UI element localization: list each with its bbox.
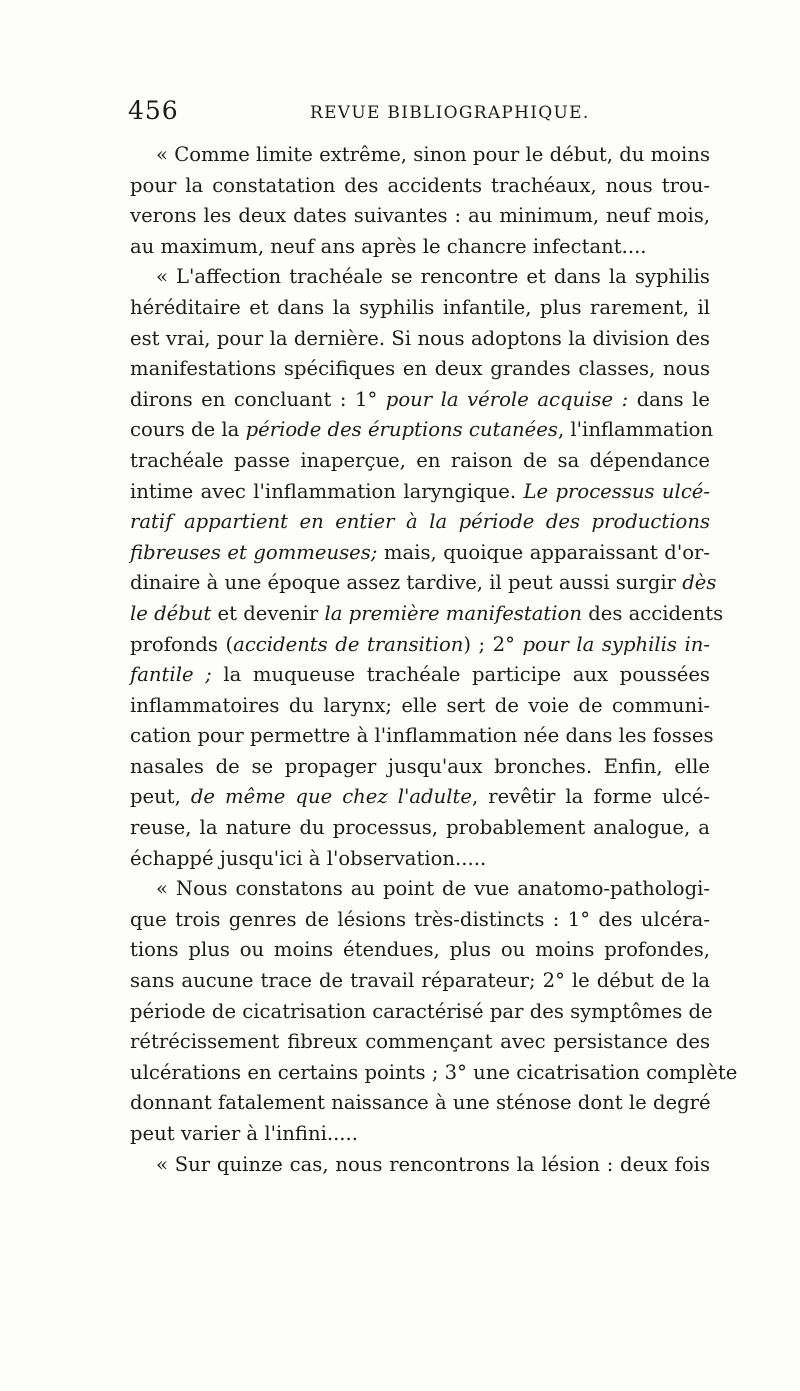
text-line — [130, 201, 710, 232]
text-line — [130, 905, 710, 936]
text-segment: au maximum, neuf ans après le chancre infectant.... — [130, 234, 647, 258]
text-line — [130, 262, 710, 293]
text-line — [130, 874, 710, 905]
italic-text: fantile ; — [130, 663, 212, 687]
italic-text: fibreuses et gommeuses; — [130, 540, 378, 564]
text-line — [130, 966, 710, 997]
text-segment: mais, quoique apparaissant d'or- — [377, 540, 710, 564]
page-number: 456 — [128, 96, 179, 125]
text-segment: trachéale passe inaperçue, en raison de sa dépendance — [130, 448, 710, 472]
text-line — [130, 691, 710, 722]
italic-text: pour la vérole acquise : — [385, 387, 629, 411]
italic-text: accidents de transition — [233, 632, 464, 656]
text-segment: reuse, la nature du processus, probablement analogue, a — [130, 816, 710, 840]
text-segment: des accidents — [581, 601, 724, 625]
text-segment: la muqueuse trachéale participe aux poussées — [211, 663, 710, 687]
text-line — [130, 415, 714, 446]
body-text — [130, 140, 738, 1180]
text-segment: pour la constatation des accidents trachéaux, nous trou- — [130, 173, 710, 197]
text-line — [130, 782, 710, 813]
text-segment: dirons en concluant : 1° — [130, 387, 386, 411]
italic-text: le début — [130, 601, 212, 625]
text-segment: période de cicatrisation caractérisé par des symptômes de — [130, 999, 713, 1023]
text-segment: que trois genres de lésions très-distincts : 1° des ulcéra- — [130, 907, 710, 931]
italic-text: Le processus ulcé- — [523, 479, 711, 503]
text-segment: héréditaire et dans la syphilis infantile, plus rarement, il — [130, 295, 710, 319]
text-line — [130, 813, 710, 844]
text-line — [130, 935, 710, 966]
text-line — [130, 752, 710, 783]
text-line — [130, 630, 710, 661]
text-segment: ulcérations en certains points ; 3° une cicatrisation complète — [130, 1060, 738, 1084]
text-segment: « Comme limite extrême, sinon pour le début, du moins — [156, 143, 710, 166]
text-segment: inflammatoires du larynx; elle sert de voie de communi- — [130, 693, 710, 717]
text-segment: cours de la — [130, 418, 246, 442]
text-line — [130, 568, 717, 599]
text-segment: dans le — [628, 387, 710, 411]
text-segment: , l'inflammation — [557, 418, 714, 442]
text-segment: est vrai, pour la dernière. Si nous adoptons la division des — [130, 326, 710, 350]
italic-text: ratif appartient en entier à la période des productions — [130, 510, 710, 534]
text-segment: rétrécissement fibreux commençant avec persistance des — [130, 1030, 710, 1054]
text-segment: et devenir — [211, 601, 325, 625]
text-line — [130, 599, 724, 630]
text-segment: « Nous constatons au point de vue anatomo-pathologi- — [156, 877, 710, 901]
text-line — [130, 507, 710, 538]
text-segment: intime avec l'inflammation laryngique. — [130, 479, 524, 503]
text-line — [130, 171, 710, 202]
text-segment: nasales de se propager jusqu'aux bronches. Enfin, elle — [130, 754, 710, 778]
text-line — [130, 721, 714, 752]
text-segment: manifestations spécifiques en deux grandes classes, nous — [130, 357, 710, 381]
text-line — [130, 385, 710, 416]
text-segment: donnant fatalement naissance à une sténose dont le degré — [130, 1091, 711, 1115]
running-title: REVUE BIBLIOGRAPHIQUE. — [310, 103, 590, 123]
text-line — [130, 538, 710, 569]
text-line — [130, 477, 710, 508]
text-line — [130, 293, 710, 324]
text-segment: peut, — [130, 785, 191, 809]
text-segment: « Sur quinze cas, nous rencontrons la lésion : deux fois — [156, 1152, 710, 1176]
text-segment: dinaire à une époque assez tardive, il peut aussi surgir — [130, 571, 683, 595]
text-segment: , revêtir la forme ulcé- — [471, 785, 711, 809]
italic-text: de même que chez l'adulte — [190, 785, 472, 809]
text-line — [130, 1058, 738, 1089]
italic-text: dès — [682, 571, 717, 595]
text-line — [130, 844, 710, 875]
text-line — [130, 1150, 710, 1181]
text-segment: verons les deux dates suivantes : au minimum, neuf mois, — [130, 204, 710, 228]
text-line — [130, 660, 710, 691]
text-line — [130, 354, 710, 385]
page-header — [128, 96, 710, 130]
text-segment: sans aucune trace de travail réparateur; 2° le début de la — [130, 969, 710, 993]
text-line — [130, 446, 710, 477]
italic-text: période des éruptions cutanées — [245, 418, 558, 442]
text-segment: ) ; 2° — [463, 632, 523, 656]
text-line — [130, 324, 710, 355]
text-line — [130, 1027, 710, 1058]
text-line — [130, 140, 710, 171]
italic-text: pour la syphilis in- — [522, 632, 711, 656]
text-segment: peut varier à l'infini..... — [130, 1122, 358, 1145]
text-segment: échappé jusqu'ici à l'observation..... — [130, 846, 487, 870]
text-line — [130, 232, 710, 263]
text-segment: profonds ( — [130, 632, 234, 656]
italic-text: la première manifestation — [324, 601, 582, 625]
text-line — [130, 1088, 710, 1119]
text-line — [130, 997, 713, 1028]
text-line — [130, 1119, 710, 1150]
text-segment: cation pour permettre à l'inflammation née dans les fosses — [130, 724, 714, 748]
text-segment: « L'affection trachéale se rencontre et dans la syphilis — [156, 265, 710, 289]
text-segment: tions plus ou moins étendues, plus ou moins profondes, — [130, 938, 710, 962]
